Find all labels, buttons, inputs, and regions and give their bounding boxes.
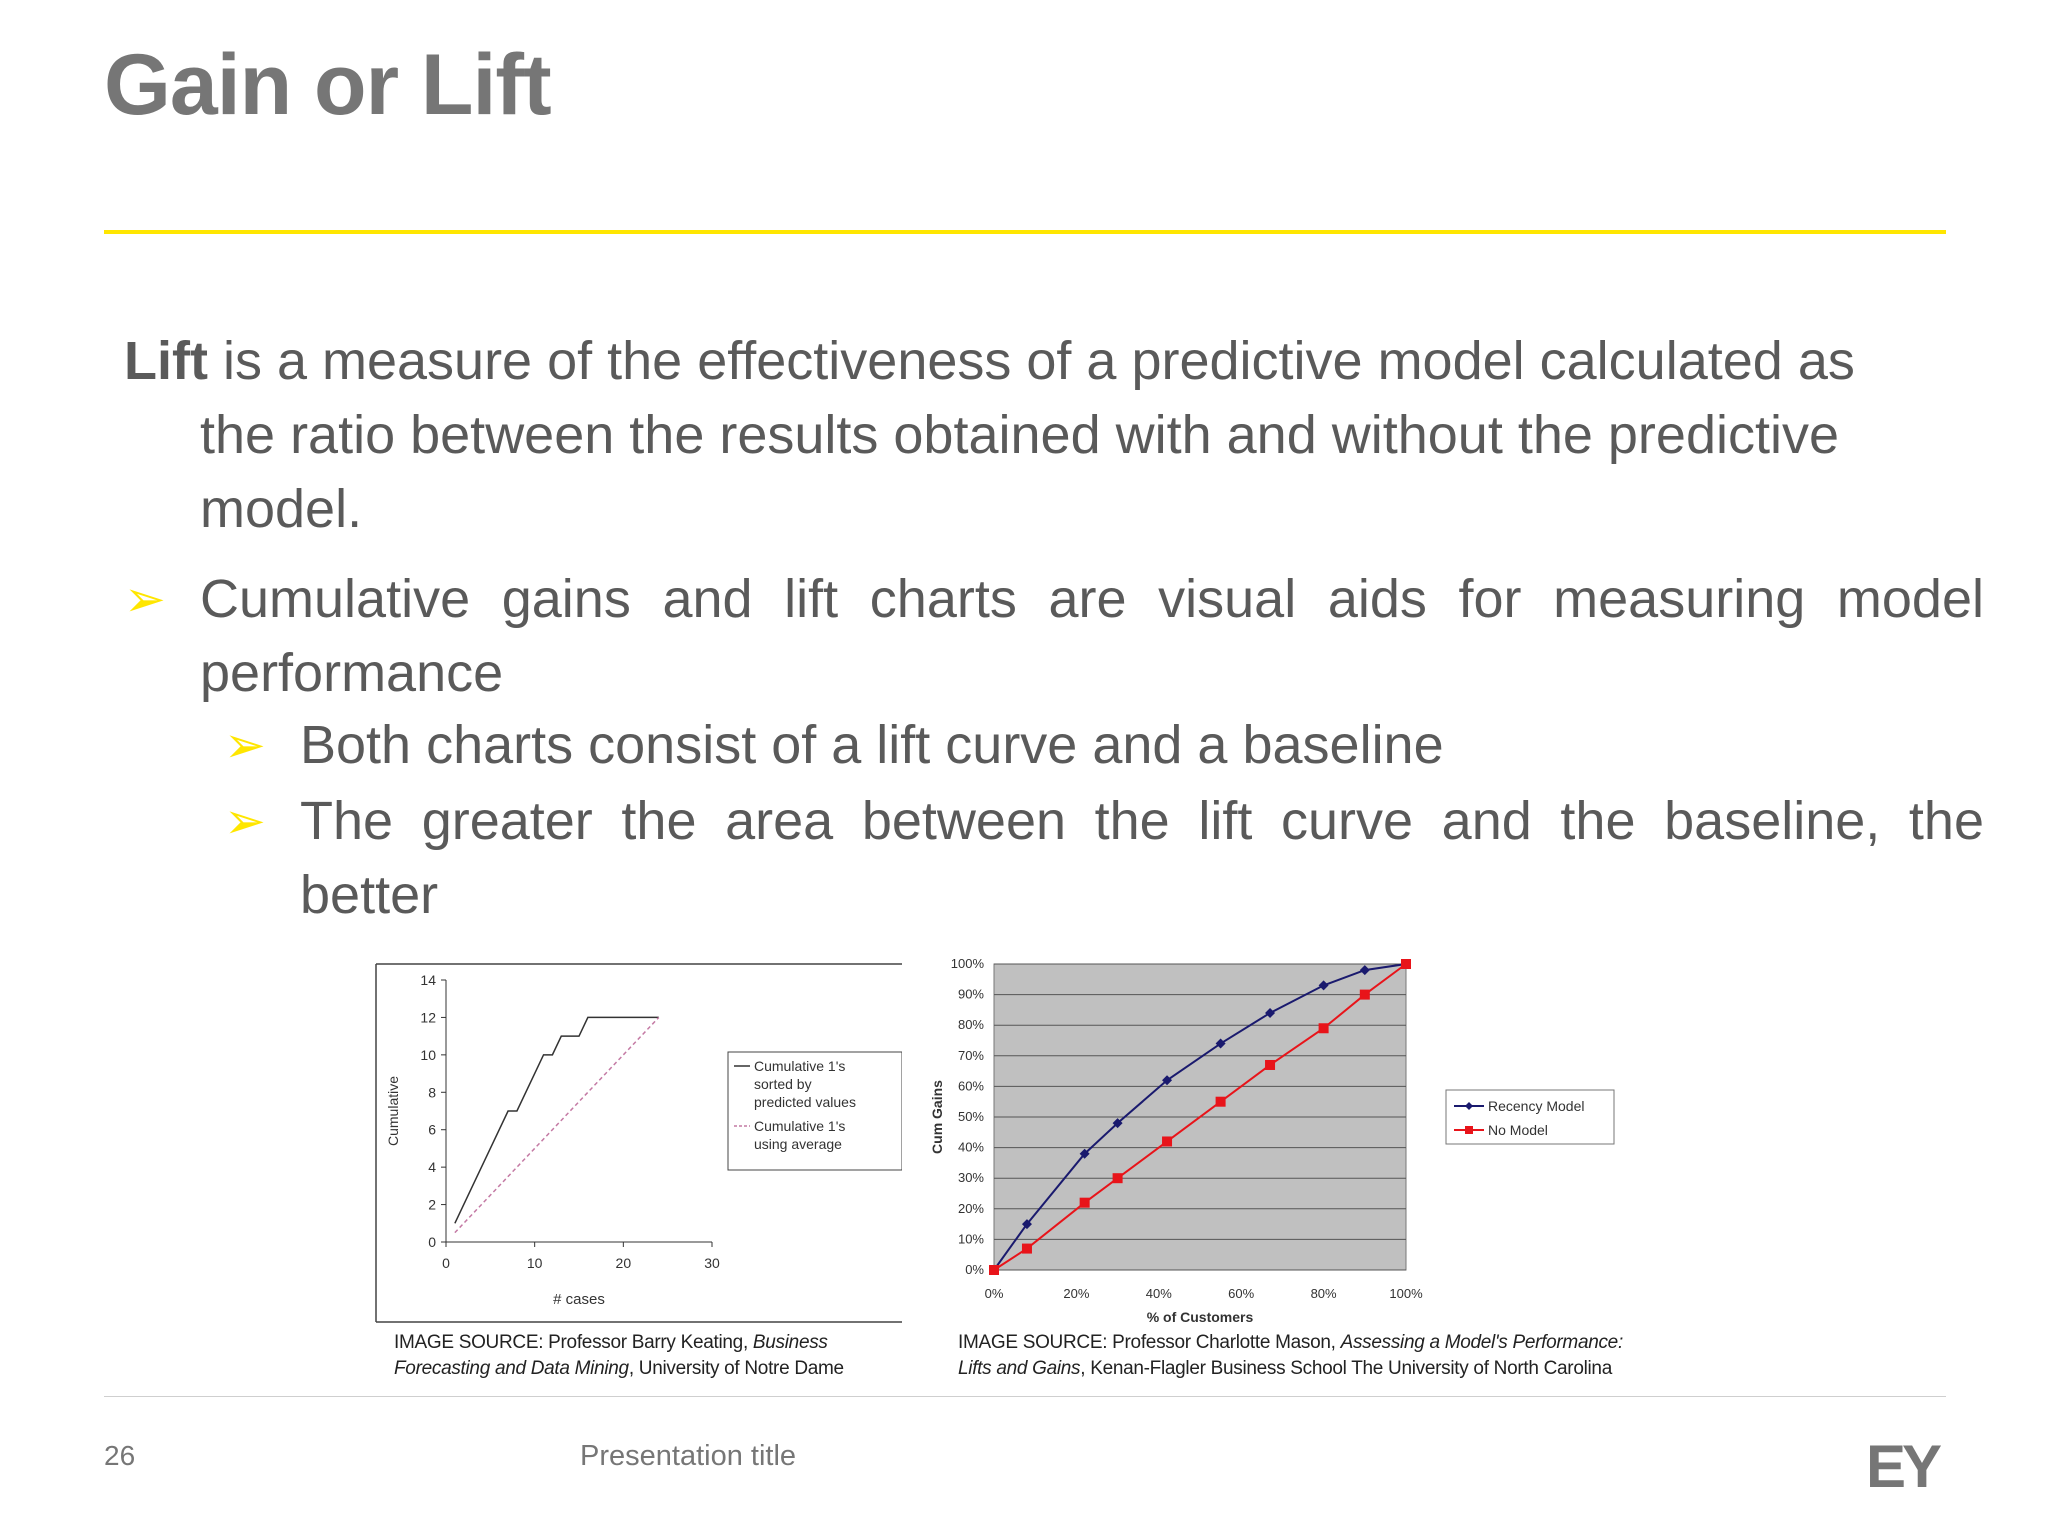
bullet-text: Cumulative gains and lift charts are visual aids for measuring model performance [200,569,1984,703]
y-tick-label: 6 [428,1121,436,1138]
x-tick-label: 20 [615,1255,632,1271]
y-tick-label: 50% [957,1109,984,1124]
sub-bullet-baseline [224,708,1984,782]
no-model-point [989,1265,999,1275]
legend-label: No Model [1488,1122,1548,1138]
x-tick-label: 10 [526,1255,543,1271]
y-tick-label: 14 [420,972,436,988]
cumulative-gains-chart [912,950,1622,1328]
y-axis-label: Cum Gains [929,1080,945,1154]
legend-label: Cumulative 1's [754,1058,846,1074]
y-tick-label: 60% [957,1078,984,1094]
no-model-point [1080,1198,1090,1208]
bullet-gains-charts [124,562,1984,710]
ey-logo: EY [1866,1433,1939,1500]
average-series-line [455,1017,659,1232]
intro-line-3: model. [200,479,363,539]
intro-line-2: the ratio between the results obtained with and without the predictive [200,405,1840,465]
left-image-source: IMAGE SOURCE: Professor Barry Keating, Business Forecasting and Data Mining, University of Notre Dame [394,1332,844,1379]
footer-divider [104,1396,1946,1397]
x-tick-label: 60% [1228,1286,1255,1301]
slide-title: Gain or Lift [104,37,551,133]
legend-label: predicted values [754,1094,856,1110]
no-model-point [1216,1097,1226,1107]
sub-bullet-text: Both charts consist of a lift curve and a baseline [300,715,1444,775]
arrow-bullet-icon: ➢ [224,717,266,773]
y-tick-label: 8 [428,1084,436,1101]
sub-bullet-area [224,784,1984,932]
legend-label: using average [754,1136,842,1152]
legend-label: sorted by [754,1076,812,1092]
y-tick-label: 30% [957,1170,984,1186]
no-model-point [1360,990,1370,1000]
no-model-point [1319,1023,1329,1033]
intro-paragraph [124,324,1970,546]
x-tick-label: 0% [984,1286,1004,1301]
y-tick-label: 80% [957,1017,984,1033]
no-model-point [1401,959,1411,969]
sorted-series-line [455,1017,659,1223]
y-tick-label: 0% [965,1262,984,1277]
arrow-bullet-icon: ➢ [224,793,266,849]
y-tick-label: 70% [957,1047,984,1063]
x-tick-label: 40% [1145,1286,1172,1301]
y-tick-label: 4 [428,1159,436,1176]
intro-line-1: Lift is a measure of the effectiveness of a predictive model calculated as [124,331,1855,391]
y-tick-label: 10 [420,1046,436,1063]
y-tick-label: 100% [950,956,984,971]
y-tick-label: 90% [957,986,984,1002]
right-image-source: IMAGE SOURCE: Professor Charlotte Mason, Assessing a Model's Performance: Lifts and Gains, Kenan-Flagler Business School The University of North Carolina [958,1332,1623,1379]
x-axis-label: % of Customers [1146,1309,1254,1325]
y-tick-label: 12 [420,1009,436,1026]
y-tick-label: 20% [957,1200,984,1216]
no-model-point [1113,1173,1123,1183]
legend-label: Cumulative 1's [754,1118,846,1134]
x-tick-label: 0 [442,1255,450,1271]
no-model-point [1022,1244,1032,1254]
x-tick-label: 80% [1310,1286,1337,1301]
presentation-title: Presentation title [580,1440,797,1472]
arrow-bullet-icon: ➢ [124,571,166,627]
legend-label: Recency Model [1488,1098,1585,1114]
page-number: 26 [104,1440,136,1471]
x-axis-label: # cases [553,1291,605,1308]
x-tick-label: 100% [1389,1286,1423,1301]
y-tick-label: 40% [957,1139,984,1155]
no-model-point [1162,1136,1172,1146]
lift-term: Lift [124,331,208,391]
x-tick-label: 20% [1063,1286,1090,1301]
title-underline [104,230,1946,234]
no-model-point [1265,1060,1275,1070]
x-tick-label: 30 [704,1255,720,1271]
sub-bullet-text: The greater the area between the lift curve and the baseline, the better [300,791,1984,925]
cumulative-lift-chart [372,952,902,1330]
legend-swatch-marker [1465,1126,1473,1134]
y-tick-label: 0 [428,1234,436,1250]
y-tick-label: 10% [957,1231,984,1247]
y-axis-label: Cumulative [385,1075,401,1147]
y-tick-label: 2 [428,1196,436,1213]
